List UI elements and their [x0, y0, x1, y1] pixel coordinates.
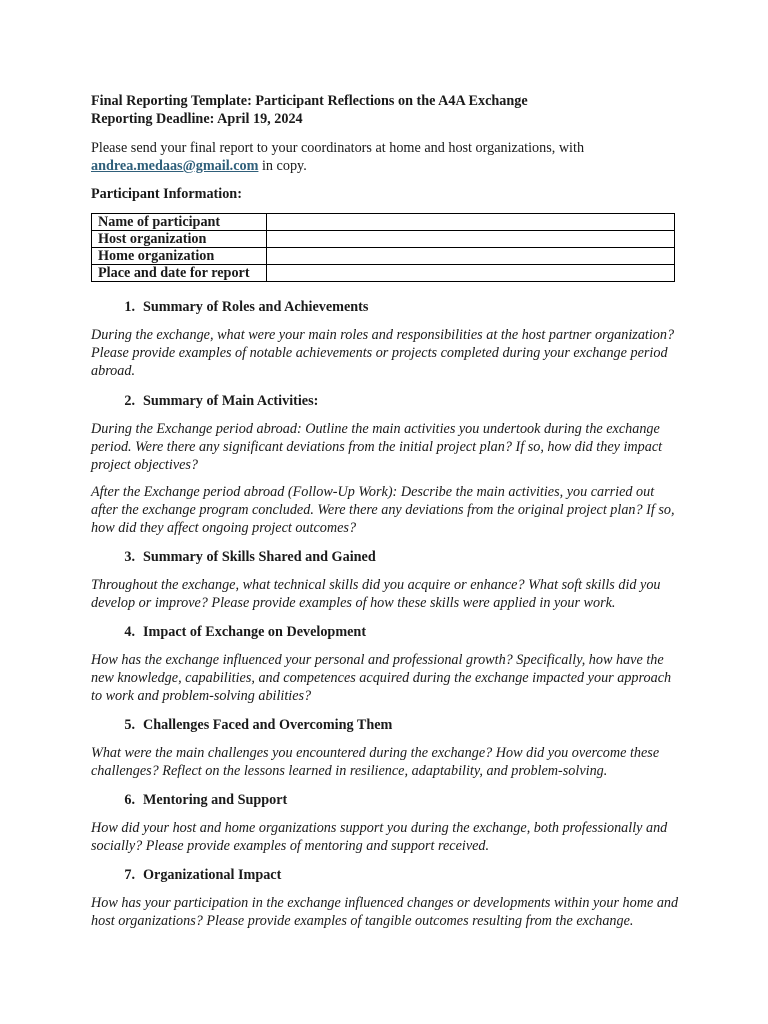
- section-heading-activities: [91, 392, 681, 410]
- section-title: Summary of Main Activities:: [143, 393, 319, 409]
- table-row: [92, 248, 675, 265]
- section-question: During the exchange, what were your main roles and responsibilities at the host partner organization? Please provide examples of notable achievements or projects completed during your exchange period abroad.: [91, 327, 675, 379]
- section-question: During the Exchange period abroad: Outline the main activities you undertook during the exchange period. Were there any significant deviations from the initial project plan? If so, how did they impact project objectives?: [91, 421, 663, 473]
- section-question: How did your host and home organizations support you during the exchange, both professionally and socially? Please provide examples of mentoring and support received.: [91, 820, 668, 854]
- section-title: Summary of Skills Shared and Gained: [143, 549, 376, 565]
- table-row: [92, 231, 675, 248]
- participant-info-table: [91, 213, 675, 282]
- section-title: Organizational Impact: [143, 867, 282, 883]
- intro-text-after: in copy.: [258, 158, 307, 174]
- section-number: 1.: [124, 299, 135, 315]
- section-heading-organizational-impact: [91, 866, 681, 884]
- table-row: [92, 265, 675, 282]
- section-number: 7.: [124, 867, 135, 883]
- table-row: [92, 214, 675, 231]
- row-label-host-org: Host organization: [92, 231, 267, 248]
- section-heading-mentoring: [91, 791, 681, 809]
- section-question: Throughout the exchange, what technical skills did you acquire or enhance? What soft skills did you develop or improve? Please provide examples of how these skills were applied in your work.: [91, 577, 661, 611]
- section-title: Mentoring and Support: [143, 792, 288, 808]
- intro-paragraph: [91, 139, 681, 175]
- section-question: How has your participation in the exchange influenced changes or developments within your home and host organizations? Please provide examples of tangible outcomes resulting from the exchange.: [91, 895, 679, 929]
- reporting-deadline: Reporting Deadline: April 19, 2024: [91, 111, 303, 127]
- section-heading-roles: [91, 298, 681, 316]
- row-label-participant: Name of participant: [92, 214, 267, 231]
- row-value-participant[interactable]: [267, 214, 675, 231]
- section-number: 2.: [124, 393, 135, 409]
- section-title: Impact of Exchange on Development: [143, 624, 367, 640]
- email-link[interactable]: andrea.medaas@gmail.com: [91, 158, 259, 174]
- intro-text-before: Please send your final report to your coordinators at home and host organizations, with: [91, 140, 585, 156]
- row-label-home-org: Home organization: [92, 248, 267, 265]
- section-heading-impact-development: [91, 623, 681, 641]
- section-number: 6.: [124, 792, 135, 808]
- section-question: What were the main challenges you encountered during the exchange? How did you overcome these challenges? Reflect on the lessons learned in resilience, adaptability, and problem-solving.: [91, 745, 660, 779]
- section-heading-challenges: [91, 716, 681, 734]
- section-title: Summary of Roles and Achievements: [143, 299, 369, 315]
- row-value-place-date[interactable]: [267, 265, 675, 282]
- section-title: Challenges Faced and Overcoming Them: [143, 717, 393, 733]
- row-value-home-org[interactable]: [267, 248, 675, 265]
- section-question: After the Exchange period abroad (Follow-Up Work): Describe the main activities, you carried out after the exchange program concluded. Were there any deviations from the original project plan? If so, how did they affect ongoing project outcomes?: [91, 484, 675, 536]
- section-number: 3.: [124, 549, 135, 565]
- document-title: Final Reporting Template: Participant Reflections on the A4A Exchange: [91, 93, 528, 109]
- document-body: [91, 92, 681, 930]
- section-number: 5.: [124, 717, 135, 733]
- participant-info-label: Participant Information:: [91, 186, 242, 202]
- section-number: 4.: [124, 624, 135, 640]
- row-value-host-org[interactable]: [267, 231, 675, 248]
- section-heading-skills: [91, 548, 681, 566]
- section-question: How has the exchange influenced your personal and professional growth? Specifically, how have the new knowledge, capabilities, and competences acquired during the exchange impacted your approach to work and problem-solving abilities?: [91, 652, 672, 704]
- row-label-place-date: Place and date for report: [92, 265, 267, 282]
